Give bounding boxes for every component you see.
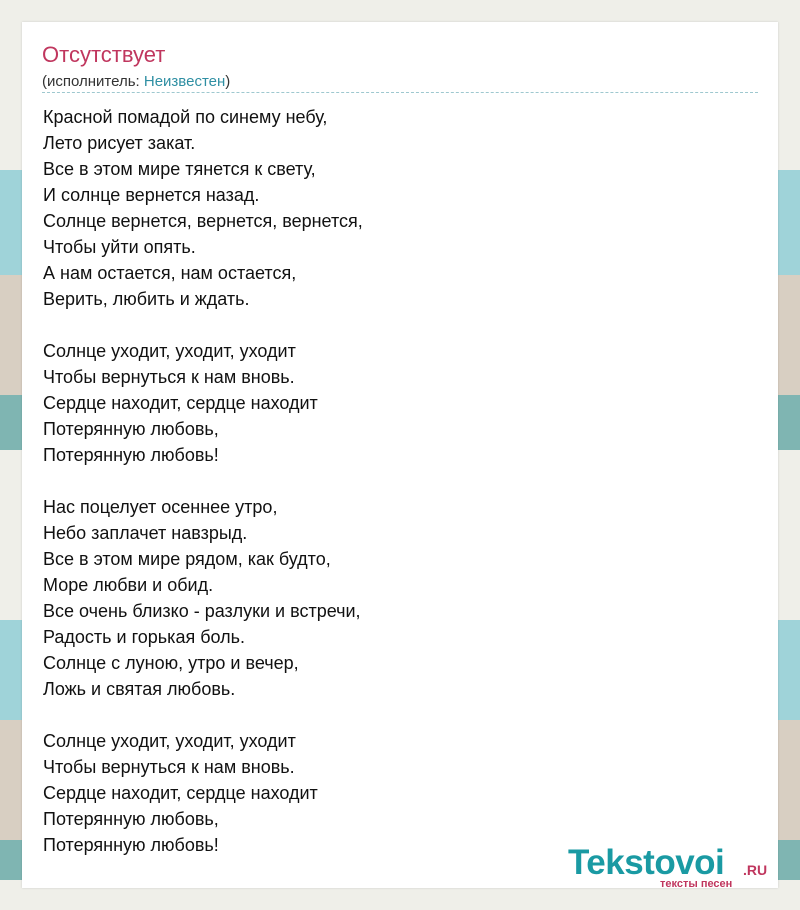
lyric-line: Чтобы уйти опять. — [43, 237, 196, 257]
lyric-line: Солнце уходит, уходит, уходит — [43, 341, 296, 361]
lyric-line: Потерянную любовь! — [43, 835, 219, 855]
lyric-line: Ложь и святая любовь. — [43, 679, 236, 699]
lyric-line: Радость и горькая боль. — [43, 627, 246, 647]
song-title: Отсутствует — [42, 42, 166, 67]
lyric-line: Солнце с луною, утро и вечер, — [43, 653, 299, 673]
lyric-line: И солнце вернется назад. — [43, 185, 260, 205]
artist-link[interactable]: Неизвестен — [143, 73, 226, 90]
lyric-line: Потерянную любовь! — [43, 445, 219, 465]
logo-tagline: тексты песен — [660, 878, 733, 890]
lyric-line: Верить, любить и ждать. — [43, 289, 250, 309]
lyric-line: Сердце находит, сердце находит — [43, 393, 318, 413]
logo-wordmark: Tekstovoi — [568, 843, 725, 882]
artist-prefix: (исполнитель: — [42, 73, 144, 90]
lyric-line: Лето рисует закат. — [43, 133, 196, 153]
lyric-line: Нас поцелует осеннее утро, — [43, 497, 278, 517]
lyric-line: Чтобы вернуться к нам вновь. — [43, 367, 295, 387]
lyric-line: Сердце находит, сердце находит — [43, 783, 318, 803]
lyric-line: Небо заплачет навзрыд. — [43, 523, 248, 543]
site-logo[interactable] — [568, 844, 773, 889]
lyric-line: Все в этом мире рядом, как будто, — [43, 549, 331, 569]
lyric-line: Солнце уходит, уходит, уходит — [43, 731, 296, 751]
lyric-line: Солнце вернется, вернется, вернется, — [43, 211, 363, 231]
lyric-line: Потерянную любовь, — [43, 419, 219, 439]
stanza — [43, 338, 363, 468]
lyrics-card — [22, 22, 778, 888]
stanza — [43, 728, 363, 858]
lyric-line: Потерянную любовь, — [43, 809, 219, 829]
artist-suffix: ) — [225, 73, 231, 90]
lyric-line: А нам остается, нам остается, — [43, 263, 297, 283]
stanza — [43, 494, 363, 702]
lyric-line: Чтобы вернуться к нам вновь. — [43, 757, 295, 777]
artist-line — [42, 73, 230, 90]
lyric-line: Море любви и обид. — [43, 575, 214, 595]
title-divider — [42, 92, 758, 93]
lyrics-body — [43, 104, 363, 884]
stanza — [43, 104, 363, 312]
lyric-line: Все в этом мире тянется к свету, — [43, 159, 316, 179]
lyric-line: Красной помадой по синему небу, — [43, 107, 328, 127]
lyric-line: Все очень близко - разлуки и встречи, — [43, 601, 361, 621]
logo-tld: .RU — [743, 862, 768, 878]
